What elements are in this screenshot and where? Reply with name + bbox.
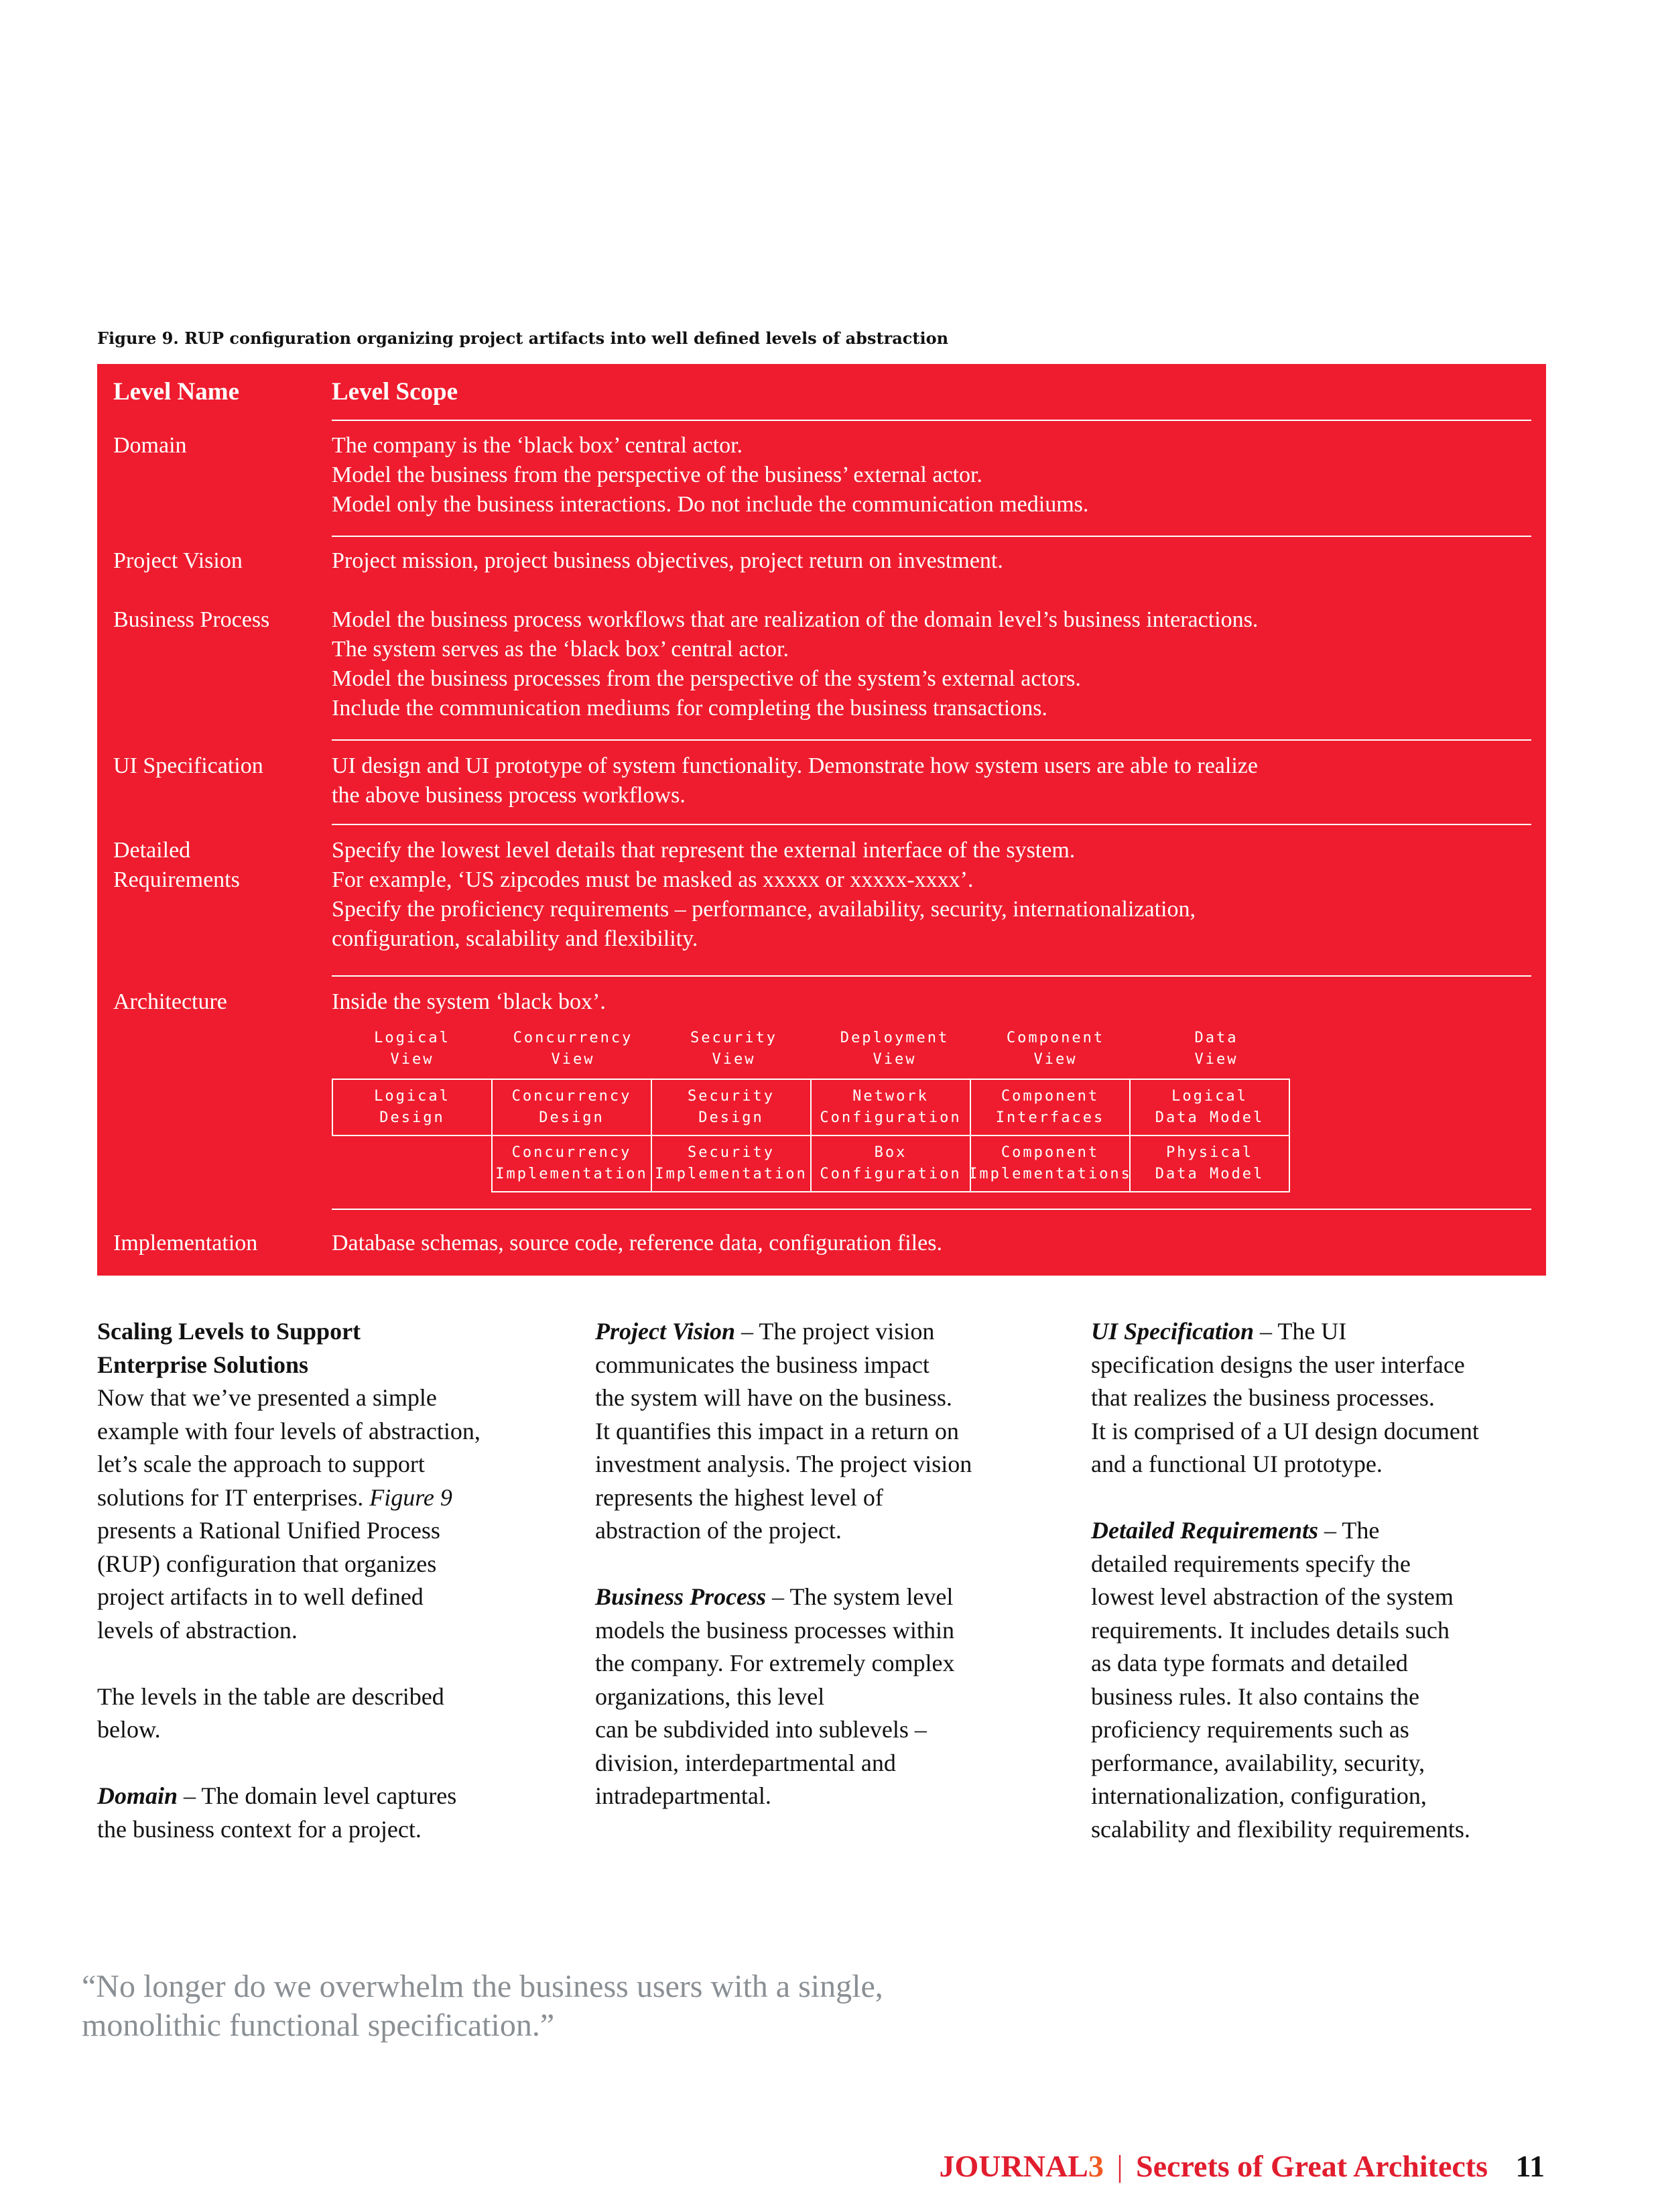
footer-separator: | [1116,2149,1123,2183]
row-scope-project-vision [332,546,1531,576]
text-line: that realizes the business processes. [1091,1384,1435,1411]
text-line: example with four levels of abstraction, [97,1417,481,1445]
text-span: – The UI [1253,1318,1347,1345]
row-divider [332,536,1531,537]
row-name-implementation: Implementation [113,1231,258,1255]
text-span: – The domain level captures [178,1782,457,1809]
text-line: investment analysis. The project vision [595,1451,972,1477]
text-line: performance, availability, security, [1091,1749,1425,1776]
paragraph [595,1581,1058,1813]
text-line: let’s scale the approach to support [97,1451,425,1477]
text-line [595,1581,1058,1614]
scope-line: Include the communication mediums for completing the business transactions. [332,696,1047,721]
view-label-data: Data View [1194,1030,1238,1068]
text-line: requirements. It includes details such [1091,1616,1450,1644]
text-line: levels of abstraction. [97,1616,298,1644]
text-line: project artifacts in to well defined [97,1583,424,1610]
row-scope-implementation [332,1229,1531,1258]
text-line [1091,1514,1553,1548]
journal-title: Secrets of Great Architects [1136,2149,1488,2183]
scope-line: configuration, scalability and flexibility. [332,926,698,951]
scope-line: Model the business process workflows that are realization of the domain level’s business interactions. [332,607,1259,632]
scope-line: Specify the lowest level details that represent the external interface of the system. [332,838,1076,863]
text-line [97,1481,560,1515]
text-line: lowest level abstraction of the system [1091,1583,1454,1610]
view-label-concurrency: Concurrency View [513,1030,633,1068]
paragraph [97,1381,560,1647]
header-level-name: Level Name [113,378,240,406]
text-line [595,1315,1058,1349]
scope-line: Specify the proficiency requirements – performance, availability, security, internationalization, [332,897,1196,922]
paragraph [595,1315,1058,1548]
text-line: models the business processes within [595,1616,954,1644]
text-line: intradepartmental. [595,1782,771,1809]
scope-line: Model the business processes from the perspective of the system’s external actors. [332,666,1081,691]
row-divider [332,420,1531,421]
row-scope-architecture [332,987,1531,1017]
text-line: It is comprised of a UI design document [1091,1417,1479,1445]
row-scope-detailed-requirements [332,836,1531,954]
text-line: scalability and flexibility requirements. [1091,1815,1470,1843]
text-line: business rules. It also contains the [1091,1682,1419,1710]
row-divider [332,975,1531,977]
term: Project Vision [595,1318,736,1345]
text-line: abstraction of the project. [595,1517,842,1544]
body-column-1 [97,1315,560,1880]
scope-line: UI design and UI prototype of system functionality. Demonstrate how system users are able to realize [332,753,1258,778]
paragraph [1091,1315,1553,1481]
figure-caption: Figure 9. RUP configuration organizing project artifacts into well defined levels of abstraction [97,328,949,348]
row-divider [332,824,1531,825]
text-span: – The [1318,1517,1380,1544]
body-column-2 [595,1315,1058,1846]
design-cell-component: Component Interfaces [970,1079,1131,1136]
row-scope-ui-specification [332,751,1531,810]
text-line: the business context for a project. [97,1815,422,1843]
text-span: – The project vision [735,1318,935,1345]
view-label-deployment: Deployment View [840,1030,950,1068]
figure-reference: Figure 9 [369,1483,452,1511]
design-cell-logical: Logical Design [332,1079,493,1136]
text-line: organizations, this level [595,1682,825,1710]
heading-line: Enterprise Solutions [97,1351,309,1378]
quote-line: monolithic functional specification.” [82,2008,555,2043]
view-label-logical: Logical View [374,1030,450,1068]
term: Detailed Requirements [1091,1517,1318,1544]
text-line: below. [97,1716,161,1743]
text-line: the company. For extremely complex [595,1650,955,1676]
paragraph [1091,1514,1553,1846]
view-label-security: Security View [690,1030,777,1068]
row-name-detailed-requirements: Detailed Requirements [113,838,240,892]
quote-line: “No longer do we overwhelm the business users with a single, [82,1969,883,2004]
scope-line: Project mission, project business objectives, project return on investment. [332,548,1003,573]
row-divider [332,1209,1531,1210]
term: Domain [97,1782,178,1809]
scope-line: The company is the ‘black box’ central actor. [332,433,743,458]
text-line: presents a Rational Unified Process [97,1517,440,1544]
header-level-scope: Level Scope [332,378,458,406]
row-name-ui-specification: UI Specification [113,753,263,778]
text-line: division, interdepartmental and [595,1749,896,1776]
row-name-business-process: Business Process [113,607,270,632]
design-cell-network: Network Configuration [810,1079,971,1136]
paragraph [97,1680,560,1747]
impl-cell-concurrency: Concurrency Implementation [491,1135,652,1192]
text-line: internationalization, configuration, [1091,1782,1427,1809]
impl-cell-physical: Physical Data Model [1129,1135,1290,1192]
journal-name: JOURNAL [939,2149,1088,2183]
term: Business Process [595,1583,767,1610]
text-line: (RUP) configuration that organizes [97,1550,437,1577]
text-line: represents the highest level of [595,1483,883,1511]
text-span: solutions for IT enterprises. [97,1483,370,1511]
scope-line: Inside the system ‘black box’. [332,989,606,1014]
text-line: the system will have on the business. [595,1384,952,1411]
text-line: Now that we’ve presented a simple [97,1384,437,1411]
scope-line: The system serves as the ‘black box’ central actor. [332,637,789,662]
text-span: – The system level [766,1583,954,1610]
row-name-architecture: Architecture [113,989,227,1014]
levels-table [97,364,1546,1276]
scope-line: Database schemas, source code, reference data, configuration files. [332,1231,942,1255]
row-scope-business-process [332,605,1531,723]
term: UI Specification [1091,1318,1254,1345]
page-footer [939,2148,1545,2184]
pull-quote [82,1967,1154,2045]
scope-line: the above business process workflows. [332,783,686,808]
impl-cell-box: Box Configuration [810,1135,971,1192]
page-number: 11 [1515,2149,1545,2183]
text-line: and a functional UI prototype. [1091,1451,1383,1477]
scope-line: Model only the business interactions. Do not include the communication mediums. [332,492,1089,517]
text-line: The levels in the table are described [97,1682,444,1710]
design-cell-security: Security Design [651,1079,812,1136]
text-line: communicates the business impact [595,1351,930,1378]
row-scope-domain [332,431,1531,519]
text-line [97,1780,560,1813]
design-cell-concurrency: Concurrency Design [491,1079,652,1136]
row-name-domain: Domain [113,433,187,458]
paragraph [97,1780,560,1846]
row-divider [332,739,1531,741]
text-line: specification designs the user interface [1091,1351,1465,1378]
impl-cell-security: Security Implementation [651,1135,812,1192]
scope-line: Model the business from the perspective of the business’ external actor. [332,463,982,487]
text-line: It quantifies this impact in a return on [595,1417,959,1445]
row-name-project-vision: Project Vision [113,548,243,573]
body-column-3 [1091,1315,1553,1880]
design-cell-data-model: Logical Data Model [1129,1079,1290,1136]
text-line: can be subdivided into sublevels – [595,1716,927,1743]
section-heading [97,1315,560,1381]
text-line: detailed requirements specify the [1091,1550,1411,1577]
text-line [1091,1315,1553,1349]
scope-line: For example, ‘US zipcodes must be masked as xxxxx or xxxxx-xxxx’. [332,867,974,892]
text-line: as data type formats and detailed [1091,1650,1408,1676]
heading-line: Scaling Levels to Support [97,1318,361,1345]
view-label-component: Component View [1006,1030,1105,1068]
journal-issue: 3 [1088,2149,1104,2183]
impl-cell-component: Component Implementations [970,1135,1131,1192]
text-line: proficiency requirements such as [1091,1716,1409,1743]
